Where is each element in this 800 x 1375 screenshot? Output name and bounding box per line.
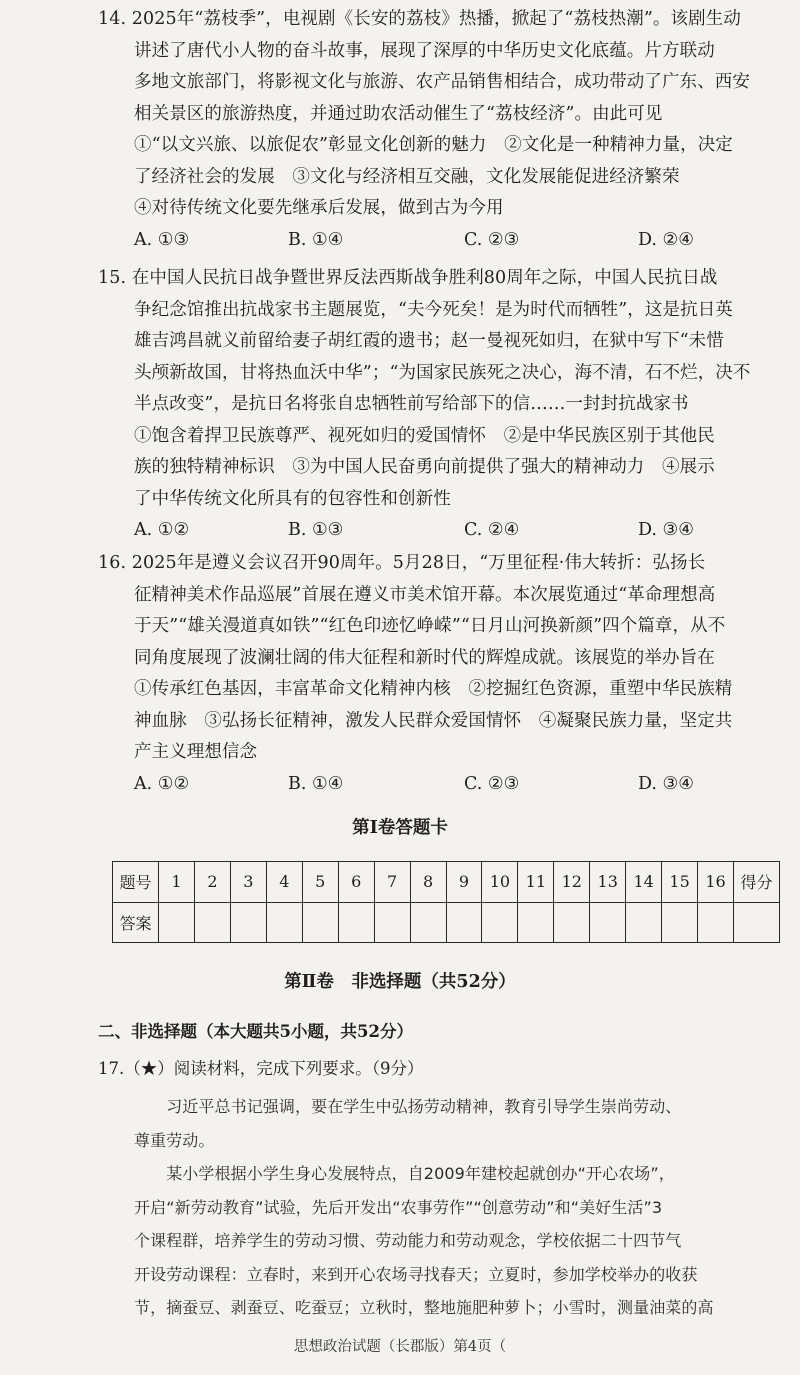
answer-cell[interactable] bbox=[518, 902, 554, 943]
material-line: 尊重劳动。 bbox=[134, 1130, 215, 1150]
q16-line: 16. 2025年是遵义会议召开90周年。5月28日，“万里征程·伟大转折：弘扬长 bbox=[98, 553, 706, 573]
q15-line: 15. 在中国人民抗日战争暨世界反法西斯战争胜利80周年之际，中国人民抗日战 bbox=[98, 268, 718, 288]
question-number: 5 bbox=[302, 862, 338, 903]
q16-line: 神血脉 ③弘扬长征精神，激发人民群众爱国情怀 ④凝聚民族力量，坚定共 bbox=[134, 710, 733, 731]
table-row bbox=[113, 902, 780, 943]
answer-cell[interactable] bbox=[266, 902, 302, 943]
option-d: D. ③④ bbox=[638, 520, 694, 540]
q15-line: ①饱含着捍卫民族尊严、视死如归的爱国情怀 ②是中华民族区别于其他民 bbox=[134, 425, 715, 446]
q14-line: ①“以文兴旅、以旅促农”彰显文化创新的魅力 ②文化是一种精神力量，决定 bbox=[134, 135, 733, 155]
table-row bbox=[113, 862, 780, 903]
q15-line: 雄吉鸿昌就义前留给妻子胡红霞的遗书；赵一曼视死如归，在狱中写下“未惜 bbox=[134, 331, 724, 351]
option-b: B. ①③ bbox=[288, 520, 344, 540]
page-footer: 思想政治试题（长郡版）第4页（ bbox=[293, 1339, 507, 1355]
q15-line: 半点改变”，是抗日名将张自忠牺牲前写给部下的信……一封封抗战家书 bbox=[134, 394, 689, 414]
q15-line: 争纪念馆推出抗战家书主题展览，“夫今死矣！是为时代而牺牲”，这是抗日英 bbox=[134, 299, 733, 320]
option-b: B. ①④ bbox=[288, 773, 344, 794]
part2-title: 第Ⅱ卷 非选择题（共52分） bbox=[284, 972, 516, 992]
material-line: 节，摘蚕豆、剥蚕豆、吃蚕豆；立秋时，整地施肥种萝卜；小雪时，测量油菜的高 bbox=[134, 1298, 714, 1317]
question-number: 11 bbox=[518, 862, 554, 903]
answer-cell[interactable] bbox=[446, 902, 482, 943]
answer-cell[interactable] bbox=[230, 902, 266, 943]
q14-line: 讲述了唐代小人物的奋斗故事，展现了深厚的中华历史文化底蕴。片方联动 bbox=[134, 40, 715, 61]
question-number: 8 bbox=[410, 862, 446, 903]
answer-card-title: 第Ⅰ卷答题卡 bbox=[352, 818, 448, 838]
question-number: 13 bbox=[590, 862, 626, 903]
question-number: 14 bbox=[626, 862, 662, 903]
question-number: 1 bbox=[159, 862, 195, 903]
answer-cell[interactable] bbox=[338, 902, 374, 943]
question-number: 4 bbox=[266, 862, 302, 903]
q15-options bbox=[98, 515, 788, 547]
answer-cell[interactable] bbox=[194, 902, 230, 943]
question-number: 3 bbox=[230, 862, 266, 903]
q14-line: 14. 2025年“荔枝季”，电视剧《长安的荔枝》热播，掀起了“荔枝热潮”。该剧生动 bbox=[98, 9, 741, 29]
material-line: 开启“新劳动教育”试验，先后开发出“农事劳作”“创意劳动”和“美好生活”3 bbox=[134, 1197, 663, 1217]
question-16 bbox=[98, 548, 788, 800]
question-number: 9 bbox=[446, 862, 482, 903]
q16-line: 征精神美术作品巡展”首展在遵义市美术馆开幕。本次展览通过“革命理想高 bbox=[134, 584, 716, 605]
question-number: 16 bbox=[698, 862, 734, 903]
answer-cell[interactable] bbox=[698, 902, 734, 943]
question-number: 7 bbox=[374, 862, 410, 903]
material-line: 个课程群，培养学生的劳动习惯、劳动能力和劳动观念，学校依据二十四节气 bbox=[134, 1231, 682, 1250]
q14-line: 多地文旅部门，将影视文化与旅游、农产品销售相结合，成功带动了广东、西安 bbox=[134, 72, 750, 92]
answer-cell[interactable] bbox=[662, 902, 698, 943]
material-line: 习近平总书记强调，要在学生中弘扬劳动精神，教育引导学生崇尚劳动、 bbox=[134, 1097, 682, 1116]
option-c: C. ②④ bbox=[464, 520, 520, 540]
q14-line: ④对待传统文化要先继承后发展，做到古为今用 bbox=[134, 198, 504, 218]
question-number: 2 bbox=[194, 862, 230, 903]
q15-line: 头颅新故国，甘将热血沃中华”；“为国家民族死之决心，海不清，石不烂，决不 bbox=[134, 362, 751, 383]
score-cell[interactable] bbox=[734, 902, 780, 943]
answer-card-table bbox=[112, 861, 780, 943]
q14-line: 相关景区的旅游热度，并通过助农活动催生了“荔枝经济”。由此可见 bbox=[134, 103, 663, 124]
q16-line: 于天”“雄关漫道真如铁”“红色印迹忆峥嵘”“日月山河换新颜”四个篇章，从不 bbox=[134, 616, 726, 636]
answer-cell[interactable] bbox=[590, 902, 626, 943]
row-label: 题号 bbox=[113, 862, 159, 903]
option-a: A. ①③ bbox=[134, 229, 190, 250]
answer-cell[interactable] bbox=[410, 902, 446, 943]
q15-line: 了中华传统文化所具有的包容性和创新性 bbox=[134, 488, 451, 509]
q16-line: 同角度展现了波澜壮阔的伟大征程和新时代的辉煌成就。该展览的举办旨在 bbox=[134, 647, 715, 668]
answer-cell[interactable] bbox=[482, 902, 518, 943]
option-a: A. ①② bbox=[134, 520, 190, 540]
question-number: 10 bbox=[482, 862, 518, 903]
question-number: 15 bbox=[662, 862, 698, 903]
question-number: 12 bbox=[554, 862, 590, 903]
option-b: B. ①④ bbox=[288, 229, 344, 250]
q16-line: ①传承红色基因，丰富革命文化精神内核 ②挖掘红色资源，重塑中华民族精 bbox=[134, 679, 733, 699]
material-line: 开设劳动课程：立春时，来到开心农场寻找春天；立夏时，参加学校举办的收获 bbox=[134, 1264, 698, 1284]
q14-line: 了经济社会的发展 ③文化与经济相互交融，文化发展能促进经济繁荣 bbox=[134, 166, 680, 187]
option-d: D. ②④ bbox=[638, 229, 694, 250]
option-c: C. ②③ bbox=[464, 773, 520, 794]
option-a: A. ①② bbox=[134, 773, 190, 794]
q16-options bbox=[98, 769, 788, 801]
answer-cell[interactable] bbox=[626, 902, 662, 943]
question-15 bbox=[98, 263, 788, 547]
score-label: 得分 bbox=[734, 862, 780, 903]
row-label: 答案 bbox=[113, 902, 159, 943]
option-d: D. ③④ bbox=[638, 773, 694, 794]
option-c: C. ②③ bbox=[464, 229, 520, 250]
question-17-material bbox=[98, 1090, 788, 1325]
material-line: 某小学根据小学生身心发展特点，自2009年建校起就创办“开心农场”， bbox=[134, 1164, 675, 1183]
answer-cell[interactable] bbox=[302, 902, 338, 943]
question-number: 6 bbox=[338, 862, 374, 903]
answer-cell[interactable] bbox=[159, 902, 195, 943]
question-14 bbox=[98, 4, 788, 256]
q15-line: 族的独特精神标识 ③为中国人民奋勇向前提供了强大的精神动力 ④展示 bbox=[134, 457, 715, 477]
section-heading: 二、非选择题（本大题共5小题，共52分） bbox=[98, 1022, 413, 1041]
q16-line: 产主义理想信念 bbox=[134, 742, 258, 762]
q14-options bbox=[98, 225, 788, 257]
question-17-stem: 17.（★）阅读材料，完成下列要求。（9分） bbox=[98, 1059, 424, 1078]
answer-cell[interactable] bbox=[374, 902, 410, 943]
answer-cell[interactable] bbox=[554, 902, 590, 943]
